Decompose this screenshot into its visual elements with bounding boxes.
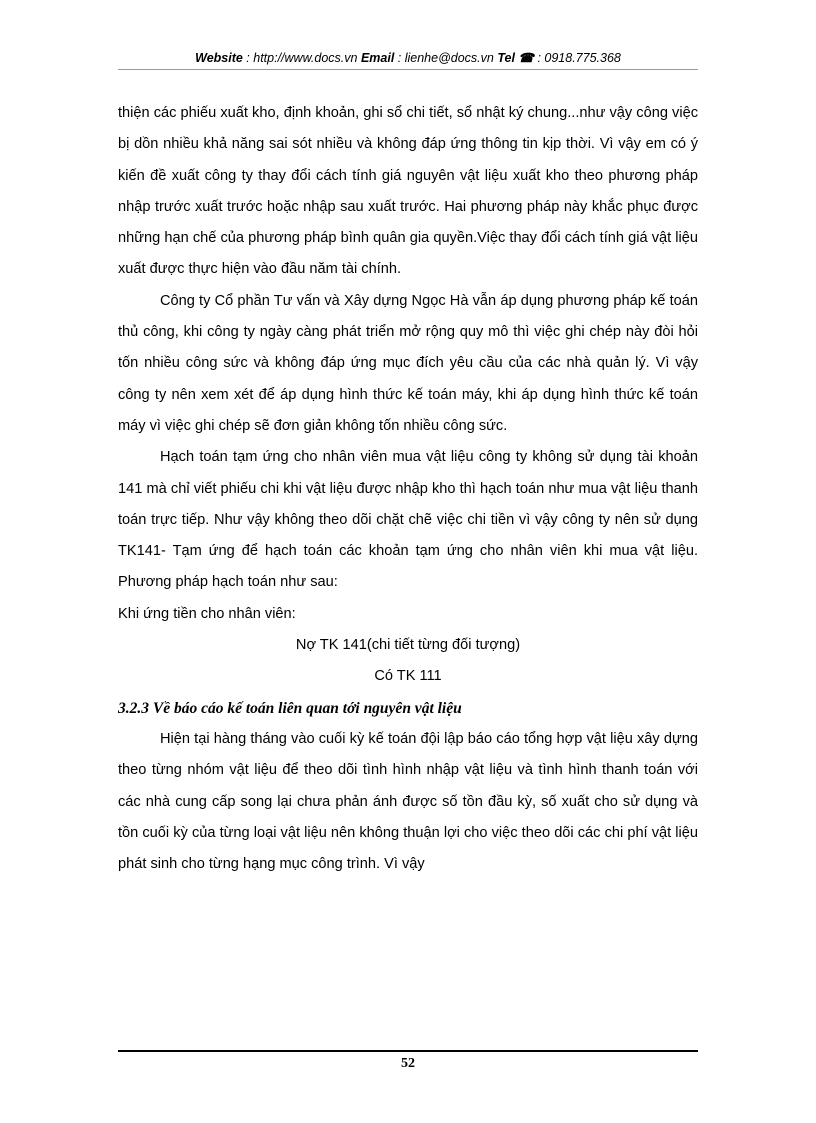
paragraph-accounting-method: Công ty Cổ phần Tư vấn và Xây dựng Ngọc Hà vẫn áp dụng phương pháp kế toán thủ công, khi công ty ngày càng phát triển mở rộng quy mô thì việc ghi chép này đòi hỏi tốn nhiều công sức và không đáp ứng mục đích yêu cầu của các nhà quản lý. Vì vậy công ty nên xem xét để áp dụng hình thức kế toán máy, khi áp dụng hình thức kế toán máy vì việc ghi chép sẽ đơn giản không tốn nhiều công sức. — [118, 292, 698, 434]
paragraph-advance-intro: Khi ứng tiền cho nhân viên: — [118, 605, 296, 622]
page-header — [118, 50, 698, 65]
tel-label: Tel — [497, 51, 519, 65]
footer-divider — [118, 1050, 698, 1052]
paragraph-continuation: thiện các phiếu xuất kho, định khoản, ghi sổ chi tiết, sổ nhật ký chung...như vậy công việc bị dồn nhiều khả năng sai sót nhiều và không đáp ứng thông tin kịp thời. Vì vậy em có ý kiến đề xuất công ty thay đổi cách tính giá nguyên vật liệu xuất kho theo phương pháp nhập trước xuất trước hoặc nhập sau xuất trước. Hai phương pháp này khắc phục được những hạn chế của phương pháp bình quân gia quyền.Việc thay đổi cách tính giá vật liệu xuất được thực hiện vào đầu năm tài chính. — [118, 105, 698, 278]
header-divider — [118, 69, 698, 70]
website-link[interactable]: : http://www.docs.vn — [242, 51, 361, 65]
website-label: Website — [195, 51, 243, 65]
tel-value: : 0918.775.368 — [533, 51, 621, 65]
email-link[interactable]: : lienhe@docs.vn — [394, 51, 498, 65]
document-body — [118, 98, 698, 880]
email-label: Email — [360, 51, 395, 65]
section-heading: 3.2.3 Về báo cáo kế toán liên quan tới nguyên vật liệu — [118, 699, 462, 717]
paragraph-advance-payment: Hạch toán tạm ứng cho nhân viên mua vật liệu công ty không sử dụng tài khoản 141 mà chỉ viết phiếu chi khi vật liệu được nhập kho thì hạch toán như mua vật liệu thanh toán trực tiếp. Như vậy không theo dõi chặt chẽ việc chi tiền vì vậy công ty nên sử dụng TK141- Tạm ứng để hạch toán các khoản tạm ứng cho nhân viên khi mua vật liệu. Phương pháp hạch toán như sau: — [118, 449, 698, 591]
journal-entry-debit: Nợ TK 141(chi tiết từng đối tượng) — [295, 637, 521, 654]
journal-entry-credit: Có TK 111 — [374, 668, 442, 685]
phone-icon: ☎ — [518, 51, 534, 65]
page-number: 52 — [401, 1056, 415, 1071]
paragraph-report: Hiện tại hàng tháng vào cuối kỳ kế toán đội lập báo cáo tổng hợp vật liệu xây dựng theo từng nhóm vật liệu để theo dõi tình hình nhập vật liệu và tình hình thanh toán với các nhà cung cấp song lại chưa phản ánh được số tồn đầu kỳ, số xuất cho sử dụng và tồn cuối kỳ của từng loại vật liệu nên không thuận lợi cho việc theo dõi các chi phí vật liệu phát sinh cho từng hạng mục công trình. Vì vậy — [118, 730, 698, 873]
